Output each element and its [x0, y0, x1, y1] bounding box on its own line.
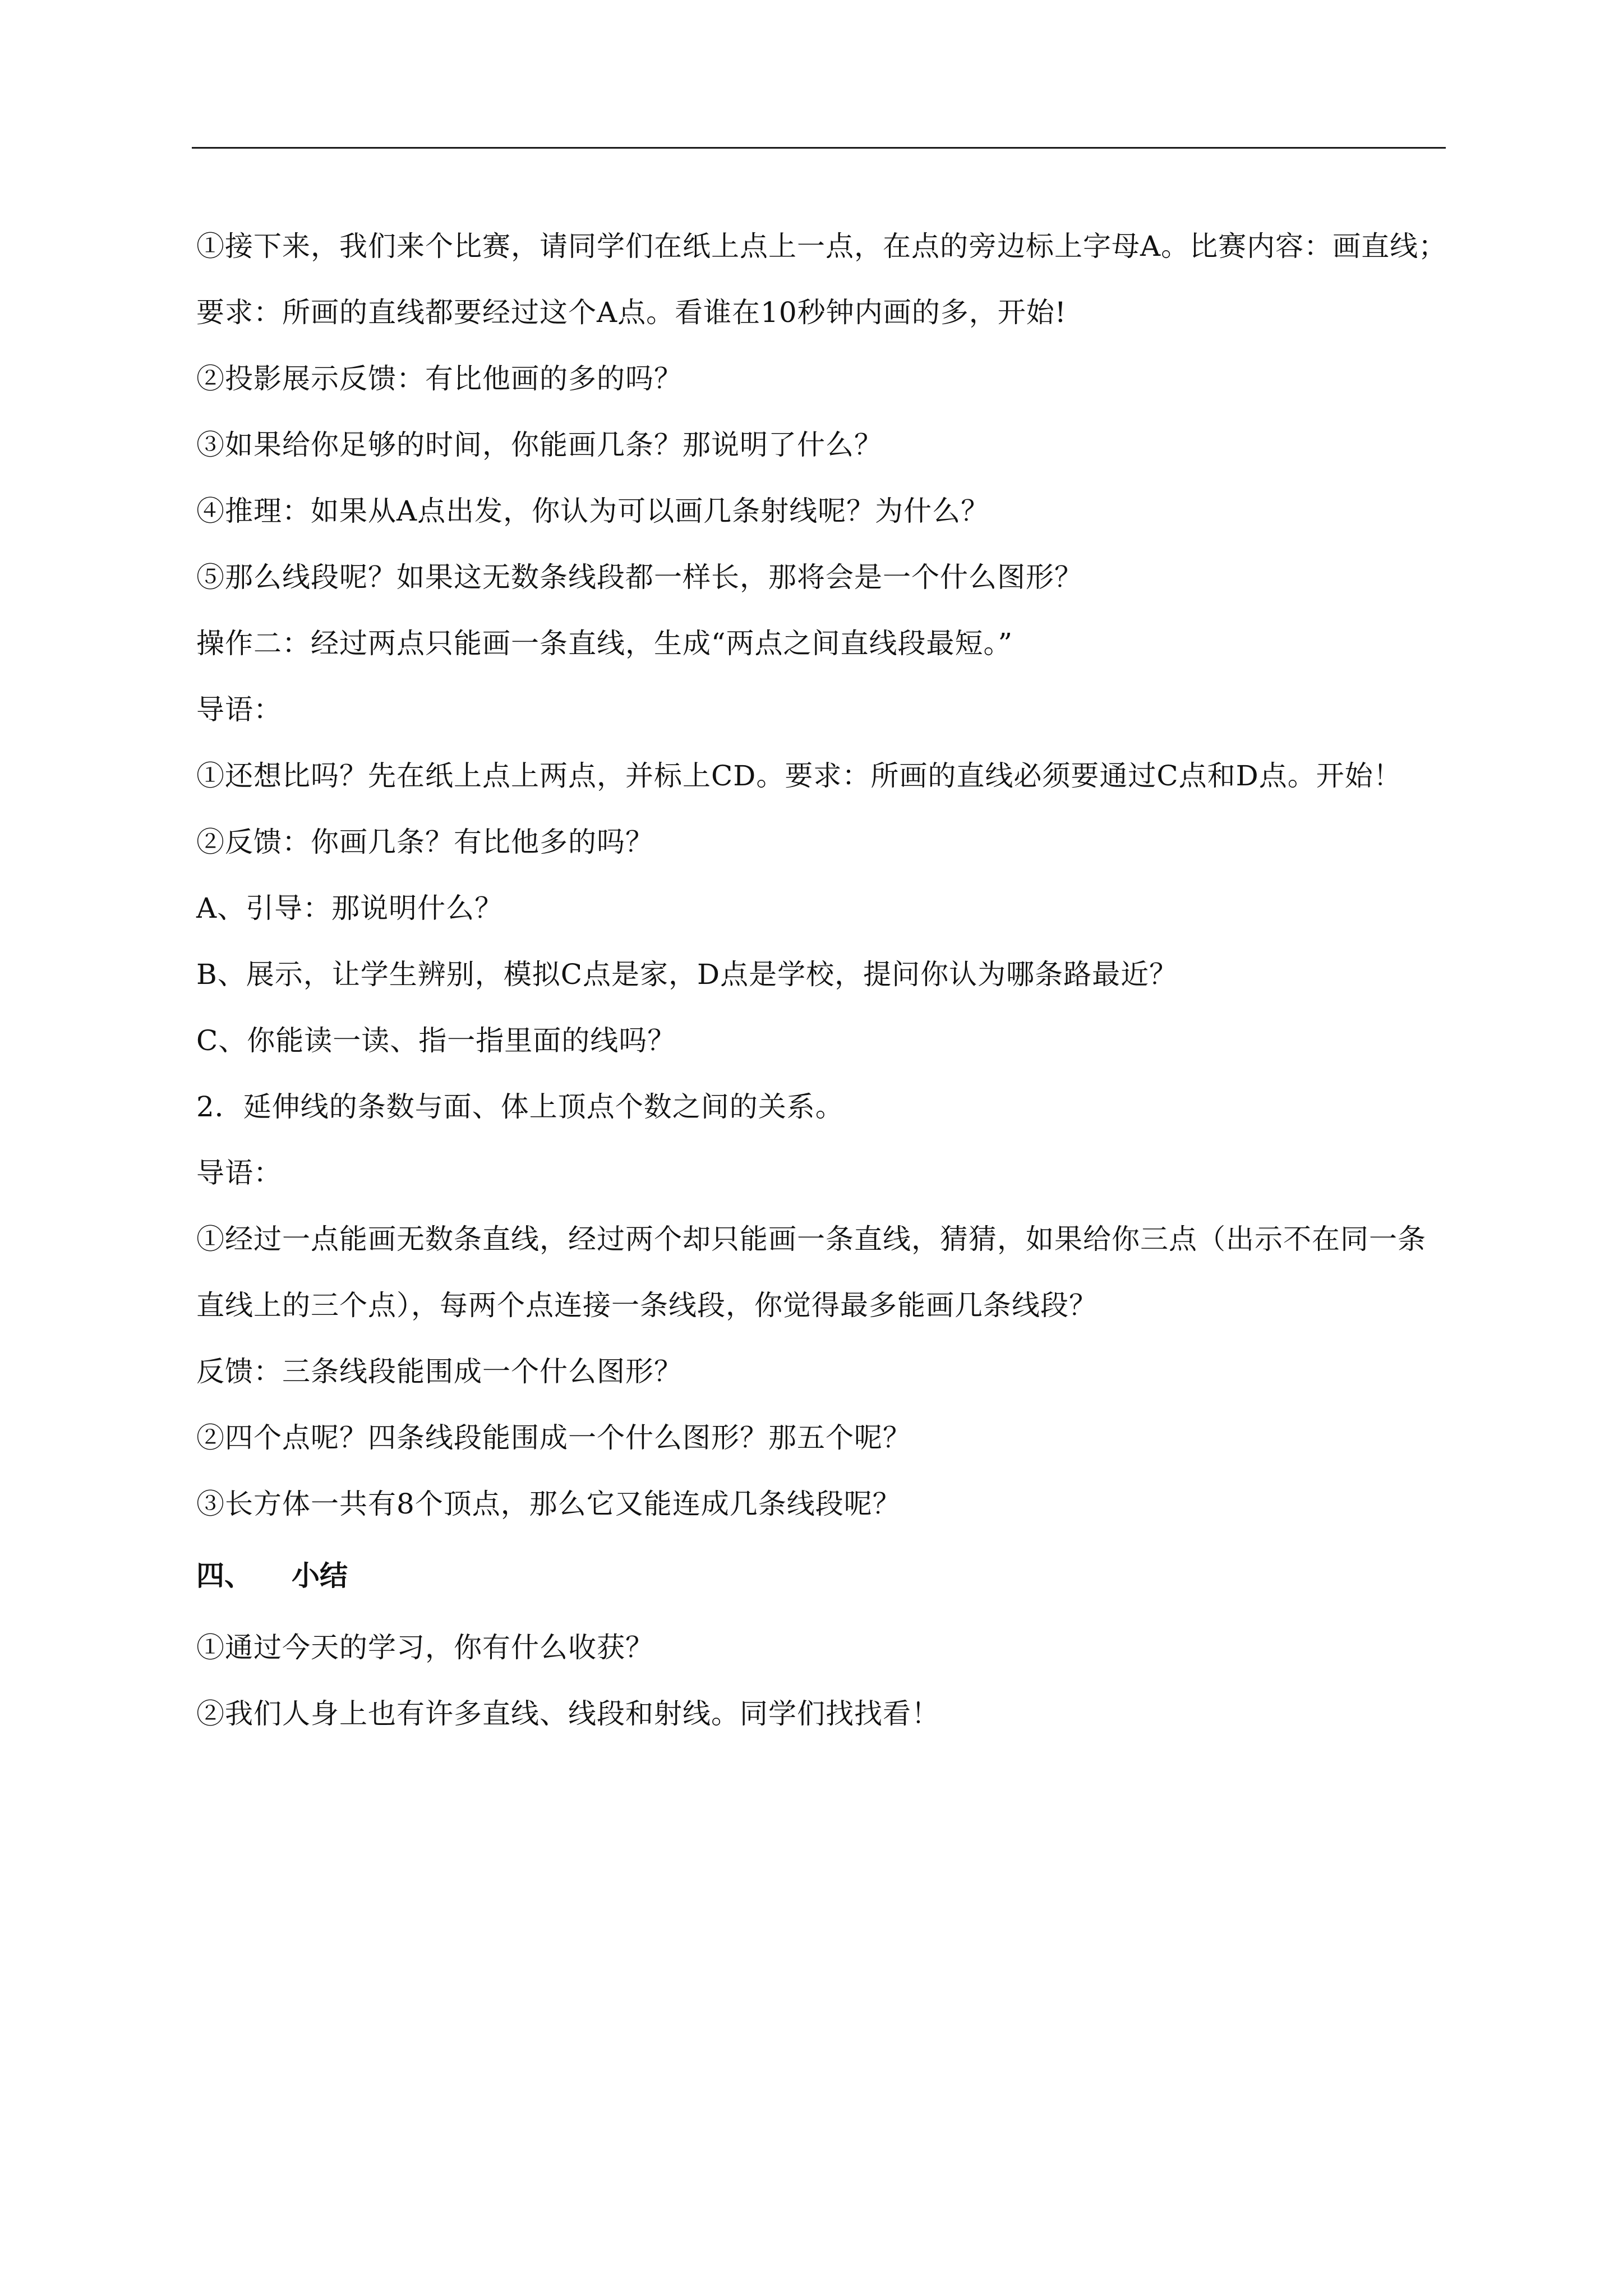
paragraph-line: 要求：所画的直线都要经过这个A点。看谁在10秒钟内画的多，开始! — [196, 296, 1067, 329]
paragraph-line: 导语： — [196, 1157, 282, 1189]
document-body — [196, 213, 1447, 1747]
paragraph-line: C、你能读一读、指一指里面的线吗？ — [196, 1024, 676, 1057]
paragraph-line: ②反馈：你画几条？有比他多的吗？ — [196, 826, 654, 858]
paragraph-line: ①经过一点能画无数条直线，经过两个却只能画一条直线，猜猜，如果给你三点（出示不在同一条 — [196, 1223, 1426, 1255]
paragraph-line: ②四个点呢？四条线段能围成一个什么图形？那五个呢？ — [196, 1421, 911, 1454]
section-heading — [196, 1537, 1447, 1614]
section-number: 四、 — [196, 1559, 252, 1592]
paragraph-line: ⑤那么线段呢？如果这无数条线段都一样长，那将会是一个什么图形？ — [196, 561, 1083, 593]
paragraph-line: 导语： — [196, 693, 282, 726]
paragraph-line: ③如果给你足够的时间，你能画几条？那说明了什么？ — [196, 429, 883, 461]
paragraph-line: 操作二：经过两点只能画一条直线，生成“两点之间直线段最短。” — [196, 627, 1013, 660]
paragraph-line: ①通过今天的学习，你有什么收获？ — [196, 1631, 654, 1664]
paragraph-line: 反馈：三条线段能围成一个什么图形？ — [196, 1355, 683, 1388]
paragraph-line: B、展示，让学生辨别，模拟C点是家，D点是学校，提问你认为哪条路最近？ — [196, 958, 1178, 991]
paragraph-line: ②投影展示反馈：有比他画的多的吗？ — [196, 362, 683, 395]
paragraph-line: ②我们人身上也有许多直线、线段和射线。同学们找找看！ — [196, 1697, 940, 1730]
header-rule — [192, 147, 1446, 149]
paragraph-line: 2．延伸线的条数与面、体上顶点个数之间的关系。 — [196, 1091, 844, 1123]
paragraph-line: ④推理：如果从A点出发，你认为可以画几条射线呢？为什么？ — [196, 495, 990, 527]
section-title: 小结 — [292, 1559, 348, 1592]
paragraph-line: A、引导：那说明什么？ — [196, 892, 504, 924]
paragraph-line: 直线上的三个点），每两个点连接一条线段，你觉得最多能画几条线段？ — [196, 1289, 1098, 1322]
paragraph-line: ③长方体一共有8个顶点，那么它又能连成几条线段呢？ — [196, 1488, 901, 1520]
paragraph-line: ①接下来，我们来个比赛，请同学们在纸上点上一点，在点的旁边标上字母A。比赛内容：画直线； — [196, 230, 1447, 263]
paragraph-line: ①还想比吗？先在纸上点上两点，并标上CD。要求：所画的直线必须要通过C点和D点。开始！ — [196, 760, 1402, 792]
